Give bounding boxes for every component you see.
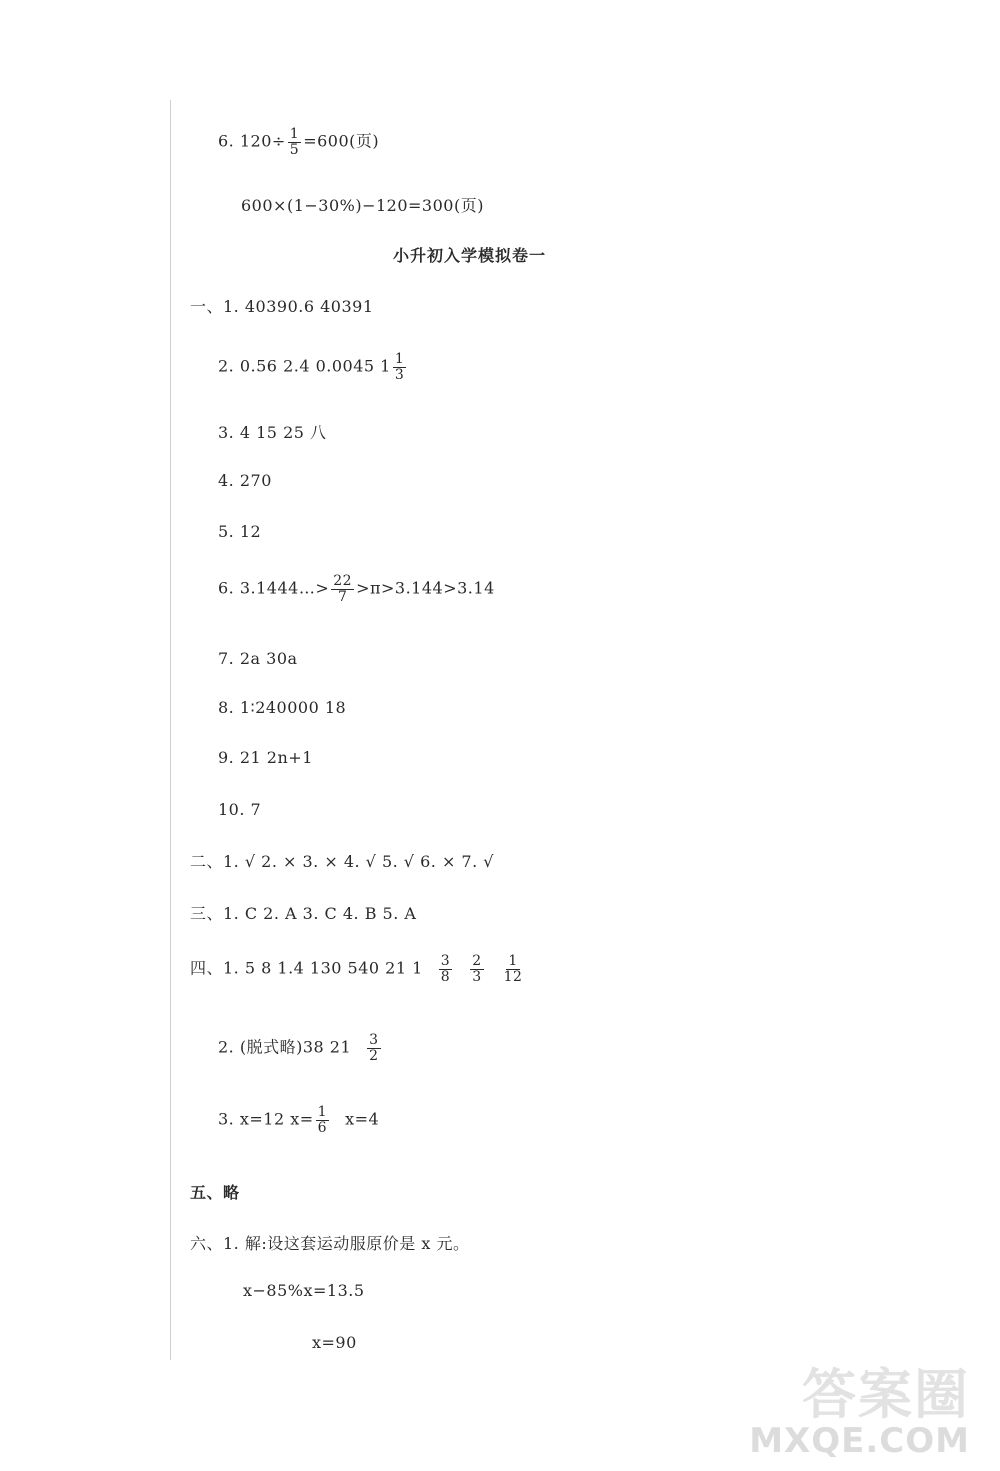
fraction: $\frac{3}{8}$ [440, 953, 451, 985]
top-answer-6: 6. 120÷ $\frac{1}{5}$ =600(页) [218, 126, 380, 158]
s5-answer: 五、略 [190, 1183, 240, 1202]
s1-q6: 6. 3.1444…> $\frac{22}{7}$ >π>3.14̇4̇>3.14 [218, 573, 495, 605]
fraction: $\frac{1}{6}$ [317, 1104, 328, 1136]
s4-q1: 四、1. 5 8 1.4 130 540 21 1 $\frac{3}{8}$ $\frac{2}{3}$ $\frac{1}{12}$ [190, 953, 523, 985]
s1-q2: 2. 0.56 2.4 0.0045 1 $\frac{1}{3}$ [218, 351, 405, 383]
page-title: 小升初入学模拟卷一 [393, 246, 547, 265]
fraction: $\frac{1}{12}$ [503, 953, 523, 985]
fraction: $\frac{1}{3}$ [394, 351, 405, 383]
s6-q1: 六、1. 解:设这套运动服原价是 x 元。 [190, 1234, 470, 1253]
s6-equation-2: x=90 [312, 1333, 357, 1352]
s1-q7: 7. 2a 30a [218, 649, 298, 668]
s4-q3: 3. x=12 x= $\frac{1}{6}$ x=4 [218, 1104, 380, 1136]
s2-answers: 二、1. √ 2. × 3. × 4. √ 5. √ 6. × 7. √ [190, 852, 494, 871]
s1-q1: 一、1. 40390.6 40391 [190, 297, 374, 316]
s1-q3: 3. 4 15 25 八 [218, 423, 327, 442]
s4-q2: 2. (脱式略)38 21 $\frac{3}{2}$ [218, 1032, 379, 1064]
fraction: $\frac{3}{2}$ [369, 1032, 379, 1064]
s1-q8: 8. 1∶240000 18 [218, 698, 347, 717]
margin-line [170, 100, 171, 1360]
s6-equation-1: x−85%x=13.5 [243, 1281, 365, 1300]
watermark-logo: 答案圈 MXQE.COM [749, 1363, 970, 1461]
top-answer-6-step2: 600×(1−30%)−120=300(页) [241, 196, 484, 215]
s1-q9: 9. 21 2n+1 [218, 748, 313, 767]
s1-q5: 5. 12 [218, 522, 262, 541]
fraction: $\frac{22}{7}$ [333, 573, 353, 605]
fraction: $\frac{1}{5}$ [289, 126, 300, 158]
s3-answers: 三、1. C 2. A 3. C 4. B 5. A [190, 904, 417, 923]
s1-q10: 10. 7 [218, 800, 262, 819]
fraction: $\frac{2}{3}$ [472, 953, 482, 985]
s1-q4: 4. 270 [218, 471, 272, 490]
